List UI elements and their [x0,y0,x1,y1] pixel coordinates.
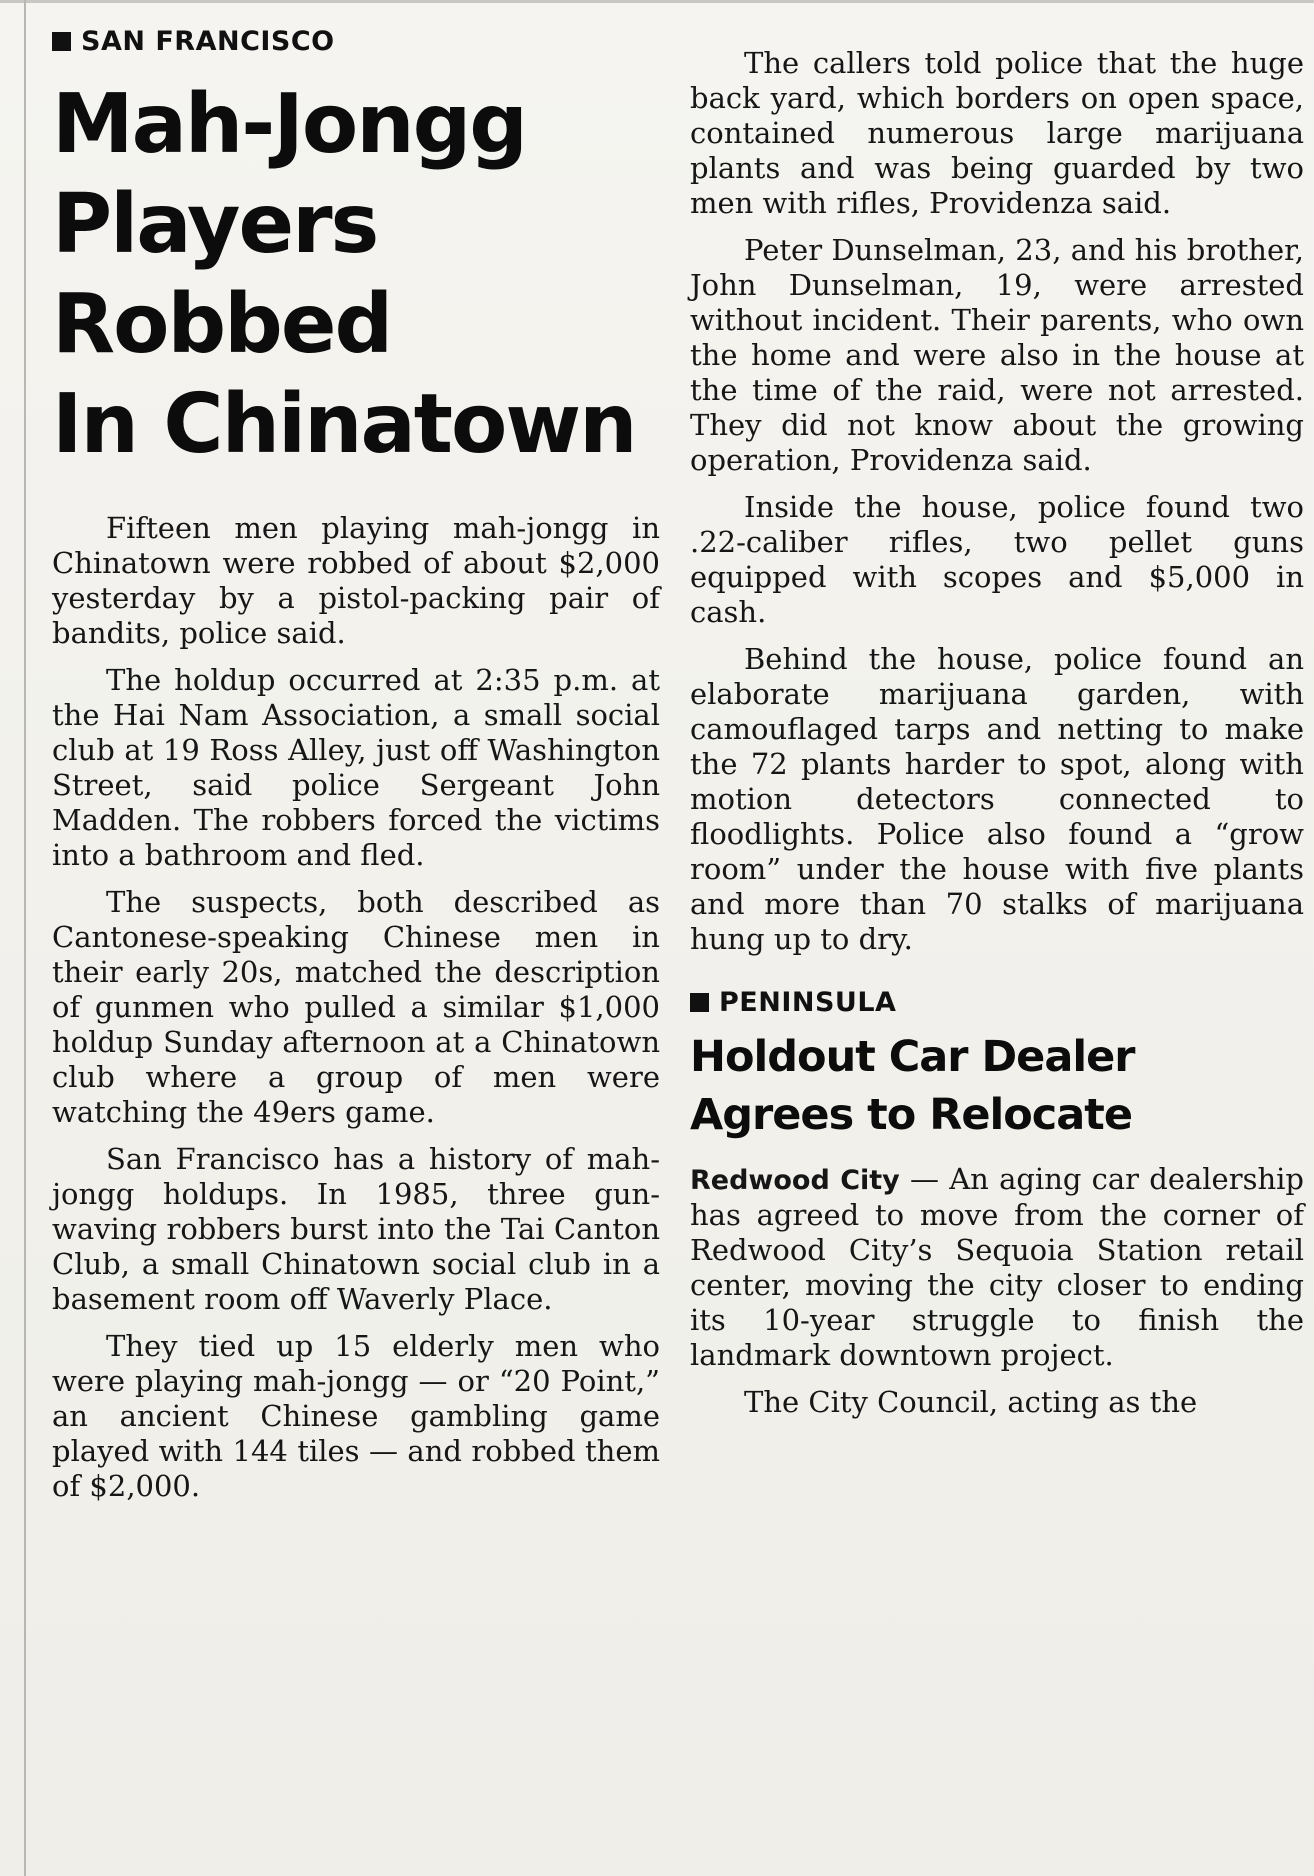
left-column-rule [24,0,26,1876]
section-bullet-icon [52,32,71,51]
headline-line: Mah-Jongg [52,77,526,172]
headline-mah-jongg [52,75,660,475]
section-label-text: SAN FRANCISCO [81,26,335,57]
article-paragraph: They tied up 15 elderly men who were playing mah-jongg — or “20 Point,” an ancient Chinese gambling game played with 144 tiles — and robbed them of $2,000. [52,1329,660,1503]
section-label-san-francisco [52,26,660,57]
dateline: Redwood City [690,1165,900,1196]
section-label-text: PENINSULA [719,987,897,1018]
article-paragraph: Inside the house, police found two .22-caliber rifles, two pellet guns equipped with scopes and $5,000 in cash. [690,490,1304,629]
headline-line: Players Robbed [52,177,392,372]
left-column [52,26,660,1504]
top-rule [0,0,1314,3]
article-paragraph: Peter Dunselman, 23, and his brother, John Dunselman, 19, were arrested without incident. Their parents, who own the home and were also in the house at the time of the raid, were not arrested. They did not know about the growing operation, Providenza said. [690,233,1304,477]
article-paragraph: The callers told police that the huge back yard, which borders on open space, contained numerous large marijuana plants and was being guarded by two men with rifles, Providenza said. [690,46,1304,220]
article-paragraph: The City Council, acting as the [744,1385,1198,1419]
article-paragraph: Behind the house, police found an elaborate marijuana garden, with camouflaged tarps and netting to make the 72 plants harder to spot, along with motion detectors connected to floodlights. Police also found a “grow room” under the house with five plants and more than 70 stalks of marijuana hung up to dry. [690,642,1304,956]
headline-car-dealer [690,1028,1304,1144]
article-paragraph: Fifteen men playing mah-jongg in Chinatown were robbed of about $2,000 yesterday by a pistol-packing pair of bandits, police said. [52,511,660,650]
section-bullet-icon [690,993,709,1012]
headline-line: Holdout Car Dealer [690,1032,1135,1082]
article-paragraph: The holdup occurred at 2:35 p.m. at the Hai Nam Association, a small social club at 19 Ross Alley, just off Washington Street, said police Sergeant John Madden. The robbers forced the victims into a bathroom and fled. [52,663,660,872]
right-column [690,46,1304,1420]
section-label-peninsula [690,987,1304,1018]
article-paragraph [690,1162,1304,1373]
article-paragraph: The suspects, both described as Cantonese-speaking Chinese men in their early 20s, matched the description of gunmen who pulled a similar $1,000 holdup Sunday afternoon at a Chinatown club where a group of men were watching the 49ers game. [52,885,660,1129]
headline-line: Agrees to Relocate [690,1090,1133,1140]
story-text: — An aging car dealership has agreed to move from the corner of Redwood City’s Sequoia Station retail center, moving the city closer to ending its 10-year struggle to finish the landmark downtown project. [690,1162,1304,1372]
headline-line: In Chinatown [52,377,636,472]
article-paragraph: San Francisco has a history of mah-jongg holdups. In 1985, three gun-waving robbers burst into the Tai Canton Club, a small Chinatown social club in a basement room off Waverly Place. [52,1142,660,1316]
